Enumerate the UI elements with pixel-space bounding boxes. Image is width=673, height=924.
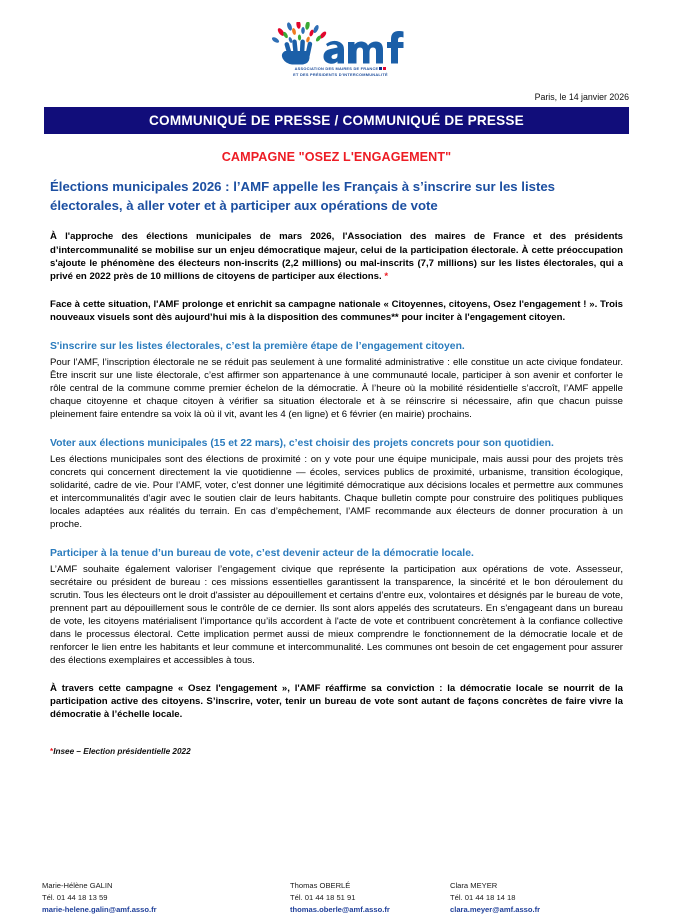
press-release-banner <box>44 107 629 134</box>
closing-paragraph: À travers cette campagne « Osez l'engagement », l'AMF réaffirme sa conviction : la démocratie locale se nourrit de la participation active des citoyens. S’inscrire, voter, tenir un bureau de vote sont autant de façons concrètes de faire vivre la démocratie à l’échelle locale. <box>50 683 623 721</box>
intro-paragraph-1 <box>50 230 623 282</box>
contact-card-2 <box>290 880 450 916</box>
amf-logo-mark <box>262 22 412 68</box>
contact-email-2[interactable]: thomas.oberle@amf.asso.fr <box>290 905 390 915</box>
contact-phone-2: Tél. 01 44 18 51 91 <box>290 893 356 903</box>
section-heading-3: Participer à la tenue d’un bureau de vote, c’est devenir acteur de la démocratie locale. <box>50 547 474 559</box>
contact-card-3 <box>450 880 630 916</box>
date-line: Paris, le 14 janvier 2026 <box>534 92 629 102</box>
page-title: Élections municipales 2026 : l’AMF appelle les Français à s’inscrire sur les listes électorales, à aller voter et à participer aux opérations de vote <box>50 179 556 213</box>
contact-card-1 <box>42 880 290 916</box>
contact-phone-3: Tél. 01 44 18 14 18 <box>450 893 516 903</box>
contact-phone-1: Tél. 01 44 18 13 59 <box>42 893 108 903</box>
contact-name-2: Thomas OBERLÉ <box>290 881 351 891</box>
footnote-star: * <box>50 747 54 757</box>
contact-email-1[interactable]: marie-helene.galin@amf.asso.fr <box>42 905 157 915</box>
flag-dot-red <box>383 67 386 70</box>
section-body-3: L’AMF souhaite également valoriser l’engagement civique que représente la participation aux opérations de vote. Assesseur, secrétaire ou président de bureau : ces missions essentielles garantissent la transparence, la sincérité et le bon déroulement du scrutin. Tous les électeurs ont le droit d'assister au dépouillement et certains d’entre eux, volontaires et désignés par le bureau de vote, prennent part au dépouillement sous le contrôle de ce dernier. Ils sont alors appelés des scrutateurs. En s'engageant dans un bureau de vote, les citoyens matérialisent l’importance qu’ils accordent à l'acte de vote et contribuent concrètement à la confiance collective dans le processus électoral. Cette implication permet aussi de mieux comprendre le fonctionnement de la démocratie locale et de renforcer le lien entre les habitants et leur commune et intercommunalité. Les communes ont besoin de cet engagement pour assurer des élections exemplaires et accessibles à tous. <box>50 563 623 667</box>
contact-name-1: Marie-Hélène GALIN <box>42 881 113 891</box>
footnote-text: Insee – Election présidentielle 2022 <box>53 747 191 757</box>
intro-paragraph-2: Face à cette situation, l'AMF prolonge et enrichit sa campagne nationale « Citoyennes, citoyens, Osez l'engagement ! ». Trois nouveaux visuels sont dès aujourd’hui mis à la disposition des communes** pour inciter à l'engagement citoyen. <box>50 298 623 323</box>
amf-logo <box>262 22 412 84</box>
amf-logo-subtitle <box>270 66 412 78</box>
logo-header <box>0 0 673 84</box>
section-heading-1: S'inscrire sur les listes électorales, c’est la première étape de l’engagement citoyen. <box>50 340 465 352</box>
campaign-title: CAMPAGNE "OSEZ L'ENGAGEMENT" <box>221 150 452 164</box>
flag-dot-blue <box>379 67 382 70</box>
article-body <box>50 230 623 721</box>
footnote-marker-1: * <box>384 270 389 282</box>
contact-email-3[interactable]: clara.meyer@amf.asso.fr <box>450 905 541 915</box>
contact-footer <box>0 880 673 916</box>
section-heading-2: Voter aux élections municipales (15 et 22 mars), c’est choisir des projets concrets pour son quotidien. <box>50 437 554 449</box>
banner-text: COMMUNIQUÉ DE PRESSE / COMMUNIQUÉ DE PRESSE <box>149 113 524 128</box>
section-body-1: Pour l’AMF, l’inscription électorale ne se réduit pas seulement à une formalité administrative : elle constitue un acte civique fondateur. Être inscrit sur une liste électorale, c’est affirmer son appartenance à une communauté locale, participer à son avenir et conforter le rôle central de la commune comme premier échelon de la démocratie. À l’heure où la mobilité résidentielle s’accroît, l’AMF appelle chaque citoyenne et chaque citoyen à vérifier sa situation électorale et à se réinscrire si nécessaire, afin que chacun puisse pleinement faire entendre sa voix là où il vit, avant les 4 (en ligne) et 6 février (en mairie) prochains. <box>50 356 623 420</box>
section-body-2: Les élections municipales sont des élections de proximité : on y vote pour une équipe municipale, mais aussi pour des projets très concrets qui concernent directement la vie quotidienne — écoles, services publics de proximité, urbanisme, transition écologique, solidarité, cadre de vie. Pour l’AMF, voter, c’est donner une légitimité démocratique aux décisions locales et permettre aux communes et intercommunalités d’agir avec le soutien clair de leurs habitants. Chaque bulletin compte pour construire des politiques publiques locales adaptées aux réalités du terrain. En cas d’empêchement, l’AMF recommande aux électeurs de donner procuration à un proche. <box>50 453 623 530</box>
intro-paragraph-1-text: À l'approche des élections municipales de mars 2026, l'Association des maires de France et des présidents d’intercommunalité se mobilise sur un enjeu démocratique majeur, celui de la participation électorale. À cette préoccupation s'ajoute le phénomène des électeurs non-inscrits (2,2 millions) ou mal-inscrits (7,7 millions) sur les listes électorales, qui a privé en 2022 près de 10 millions de citoyens de participer aux élections. <box>50 231 623 282</box>
contact-name-3: Clara MEYER <box>450 881 498 891</box>
footnote <box>50 747 623 756</box>
amf-logo-subtitle-line2: ET DES PRÉSIDENTS D'INTERCOMMUNALITÉ <box>293 72 388 78</box>
amf-logo-subtitle-line1: ASSOCIATION DES MAIRES DE FRANCE <box>294 66 379 71</box>
